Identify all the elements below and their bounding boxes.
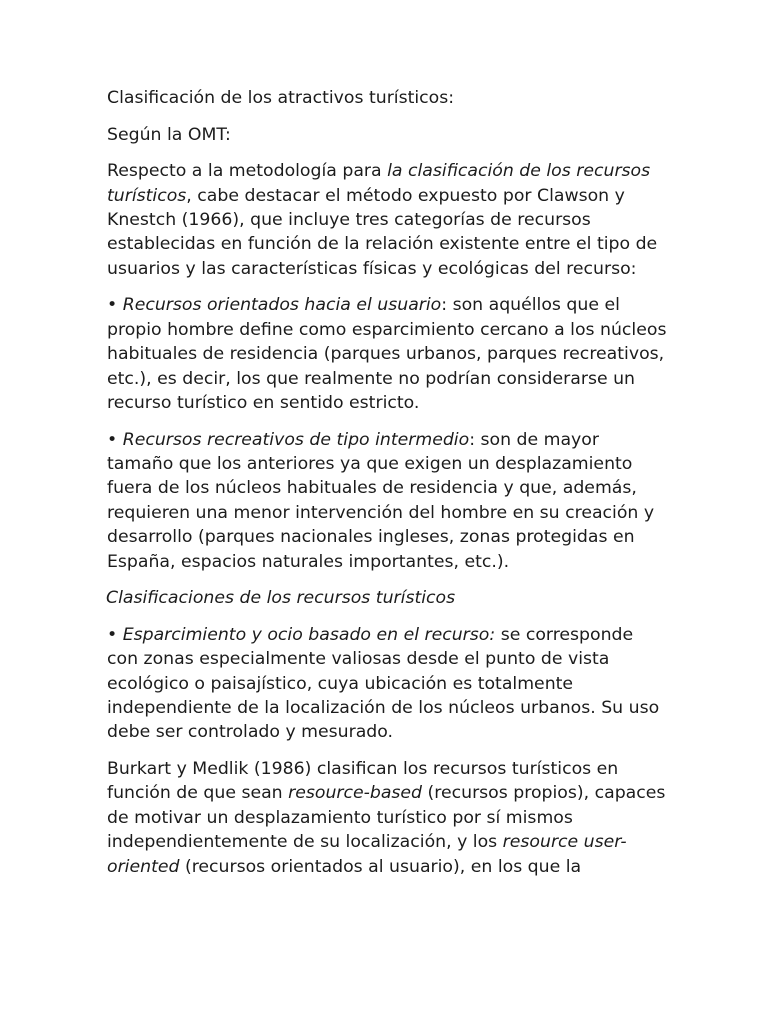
- closing-text-end: (recursos orientados al usuario), en los que la: [179, 856, 582, 877]
- bullet-marker: •: [107, 295, 123, 316]
- intro-emphasis: la clasificación de los recursos turísticos: [107, 161, 651, 206]
- bullet-user-oriented-text: : son aquéllos que el propio hombre define como esparcimiento cercano a los núcleos habituales de residencia (parques urbanos, parques recreativos, etc.), es decir, los que realmente no podrían considerarse un recurso turístico en sentido estricto.: [107, 295, 667, 414]
- bullet-intermediate-term: Recursos recreativos de tipo intermedio: [122, 429, 470, 450]
- bullet-user-oriented: [107, 293, 667, 415]
- bullet-intermediate-text: : son de mayor tamaño que los anteriores ya que exigen un desplazamiento fuera de los núcleos habituales de residencia y que, además, requieren una menor intervención del hombre en su creación y desarrollo (parques nacionales ingleses, zonas protegidas en España, espacios naturales importantes, etc.).: [107, 429, 655, 572]
- bullet-intermediate: [107, 428, 667, 574]
- document-page: [107, 86, 667, 891]
- bullet-resource-based-term: Esparcimiento y ocio basado en el recurso:: [122, 624, 496, 645]
- closing-paragraph: [107, 757, 667, 879]
- bullet-resource-based: [107, 623, 667, 745]
- closing-emphasis-resource-based: resource-based: [288, 783, 423, 804]
- subheading-text: Clasificaciones de los recursos turísticos: [106, 588, 456, 609]
- closing-text-start: Burkart y Medlik (1986) clasifican los recursos turísticos en función de que sean: [107, 759, 619, 804]
- intro-paragraph: [107, 159, 667, 281]
- bullet-resource-based-text: se corresponde con zonas especialmente valiosas desde el punto de vista ecológico o paisajístico, cuya ubicación es totalmente independiente de la localización de los núcleos urbanos. Su uso debe ser controlado y mesurado.: [107, 624, 660, 743]
- subheading: [106, 586, 667, 610]
- document-heading: Clasificación de los atractivos turísticos:: [107, 88, 455, 108]
- bullet-marker: •: [107, 624, 123, 645]
- source-line: Según la OMT:: [107, 124, 231, 145]
- intro-text-start: Respecto a la metodología para: [107, 161, 388, 182]
- intro-text-end: , cabe destacar el método expuesto por Clawson y Knestch (1966), que incluye tres categorías de recursos establecidas en función de la relación existente entre el tipo de usuarios y las características físicas y ecológicas del recurso:: [107, 185, 658, 279]
- closing-emphasis-user-oriented: resource user-oriented: [107, 832, 627, 877]
- bullet-user-oriented-term: Recursos orientados hacia el usuario: [122, 295, 442, 316]
- closing-text-middle: (recursos propios), capaces de motivar un desplazamiento turístico por sí mismos independientemente de su localización, y los: [107, 783, 666, 853]
- bullet-marker: •: [107, 429, 123, 450]
